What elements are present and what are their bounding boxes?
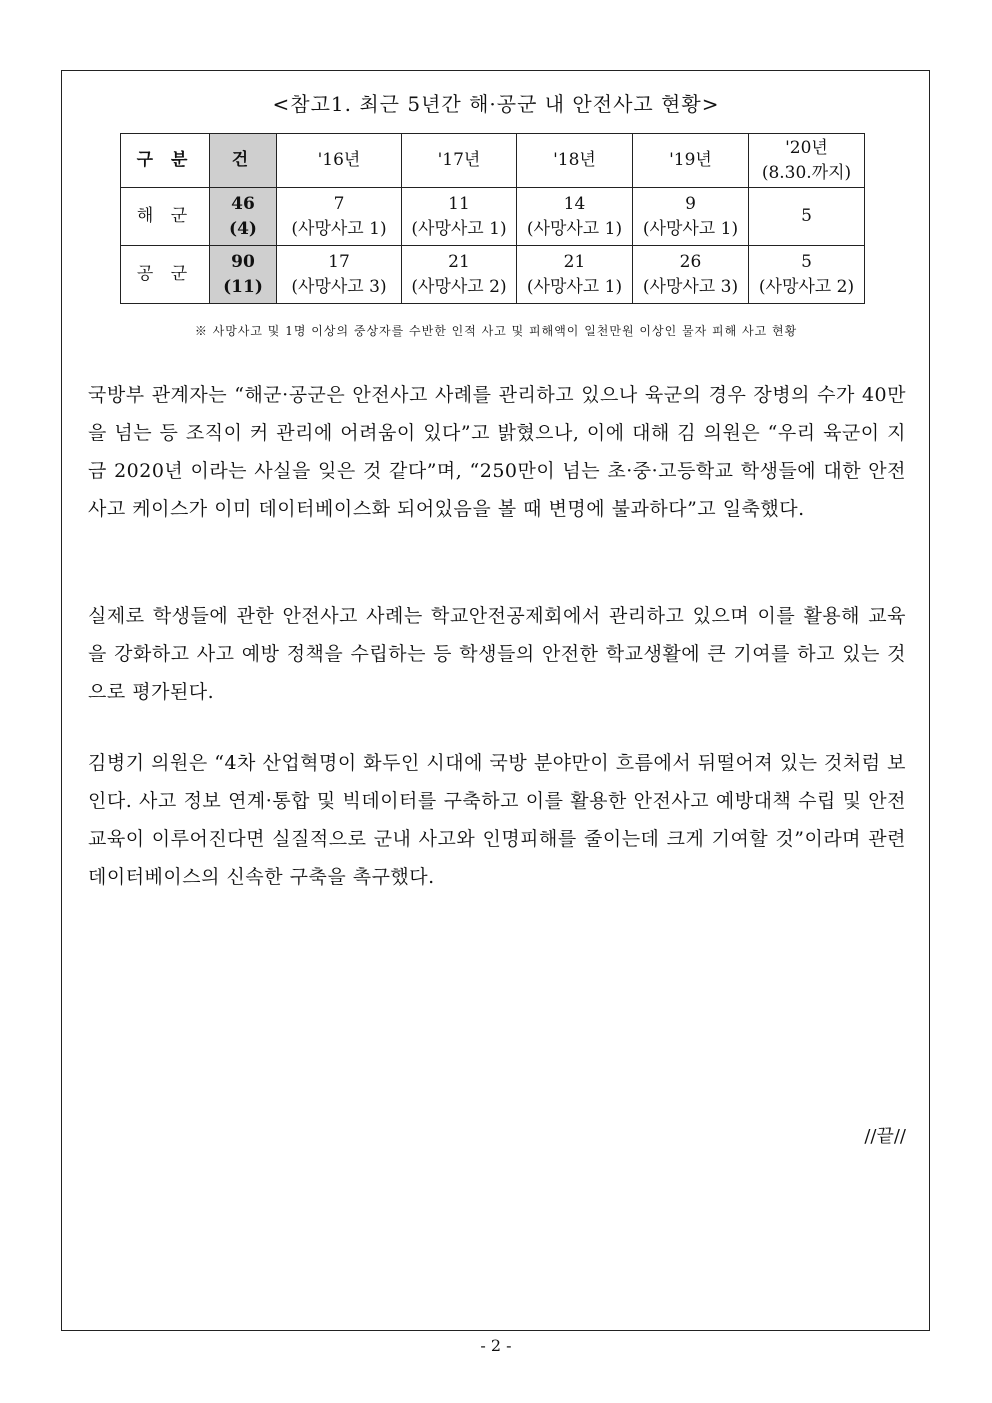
- header-2016: '16년: [277, 134, 402, 188]
- cell-death: (사망사고 1): [526, 276, 623, 297]
- header-2020: [749, 134, 865, 188]
- total-cell: [210, 188, 277, 246]
- row-label: 해 군: [121, 188, 210, 246]
- year-cell: [633, 188, 749, 246]
- cell-death: (사망사고 1): [291, 218, 387, 239]
- cell-death: (사망사고 2): [411, 276, 507, 297]
- header-category: 구 분: [121, 134, 210, 188]
- header-2019: '19년: [633, 134, 749, 188]
- year-cell: [402, 188, 517, 246]
- cell-count: 7: [333, 193, 345, 214]
- paragraph-1: 국방부 관계자는 “해군·공군은 안전사고 사례를 관리하고 있으나 육군의 경우 장병의 수가 40만을 넘는 등 조직이 커 관리에 어려움이 있다”고 밝혔으나, 이에 대해 김 의원은 “우리 육군이 지금 2020년 이라는 사실을 잊은 것 같다”며, “250만이 넘는 초·중·고등학교 학생들에 대한 안전사고 케이스가 이미 데이터베이스화 되어있음을 볼 때 변명에 불과하다”고 일축했다.: [88, 384, 906, 520]
- year-cell: [633, 246, 749, 304]
- paragraph-3: 김병기 의원은 “4차 산업혁명이 화두인 시대에 국방 분야만이 흐름에서 뒤떨어져 있는 것처럼 보인다. 사고 정보 연계·통합 및 빅데이터를 구축하고 이를 활용한 안전사고 예방대책 수립 및 안전 교육이 이루어진다면 실질적으로 군내 사고와 인명피해를 줄이는데 크게 기여할 것”이라며 관련 데이터베이스의 신속한 구축을 촉구했다.: [88, 752, 906, 888]
- header-2018: '18년: [517, 134, 633, 188]
- cell-death: (사망사고 3): [291, 276, 387, 297]
- cell-death: (사망사고 2): [758, 276, 855, 297]
- page-number: - 2 -: [480, 1336, 512, 1355]
- year-cell: [517, 246, 633, 304]
- cell-count: 26: [679, 251, 702, 272]
- header-2020-note: (8.30.까지): [761, 162, 852, 183]
- cell-death: (사망사고 3): [642, 276, 739, 297]
- table-row-navy: [121, 188, 865, 246]
- table-footnote: ※ 사망사고 및 1명 이상의 중상자를 수반한 인적 사고 및 피해액이 일천만원 이상인 물자 피해 사고 현황: [194, 324, 798, 338]
- year-cell: [749, 188, 865, 246]
- cell-death: (사망사고 1): [642, 218, 739, 239]
- header-total: 건: [210, 134, 277, 188]
- year-cell: [402, 246, 517, 304]
- total-count: 46: [231, 193, 255, 214]
- cell-count: 21: [563, 251, 586, 272]
- table-title: <참고1. 최근 5년간 해·공군 내 안전사고 현황>: [272, 92, 720, 116]
- row-label: 공 군: [121, 246, 210, 304]
- cell-death: (사망사고 1): [526, 218, 623, 239]
- end-mark: //끝//: [864, 1126, 906, 1147]
- header-2017: '17년: [402, 134, 517, 188]
- year-cell: [277, 188, 402, 246]
- cell-count: 9: [685, 193, 696, 214]
- total-death-count: (4): [229, 218, 257, 239]
- total-death-count: (11): [223, 276, 263, 297]
- cell-count: 17: [328, 251, 350, 272]
- cell-count: 21: [448, 251, 470, 272]
- year-cell: [749, 246, 865, 304]
- year-cell: [517, 188, 633, 246]
- total-cell: [210, 246, 277, 304]
- table-header-row: [121, 134, 865, 188]
- header-2020-year: '20년: [785, 137, 828, 158]
- cell-count: 11: [448, 193, 470, 214]
- safety-accident-table: [120, 133, 865, 304]
- table-row-airforce: [121, 246, 865, 304]
- cell-count: 14: [563, 193, 586, 214]
- cell-count: 5: [801, 251, 812, 272]
- total-count: 90: [231, 251, 255, 272]
- cell-death: (사망사고 1): [411, 218, 507, 239]
- paragraph-2: 실제로 학생들에 관한 안전사고 사례는 학교안전공제회에서 관리하고 있으며 이를 활용해 교육을 강화하고 사고 예방 정책을 수립하는 등 학생들의 안전한 학교생활에 큰 기여를 하고 있는 것으로 평가된다.: [88, 605, 906, 703]
- year-cell: [277, 246, 402, 304]
- cell-count: 5: [801, 206, 812, 226]
